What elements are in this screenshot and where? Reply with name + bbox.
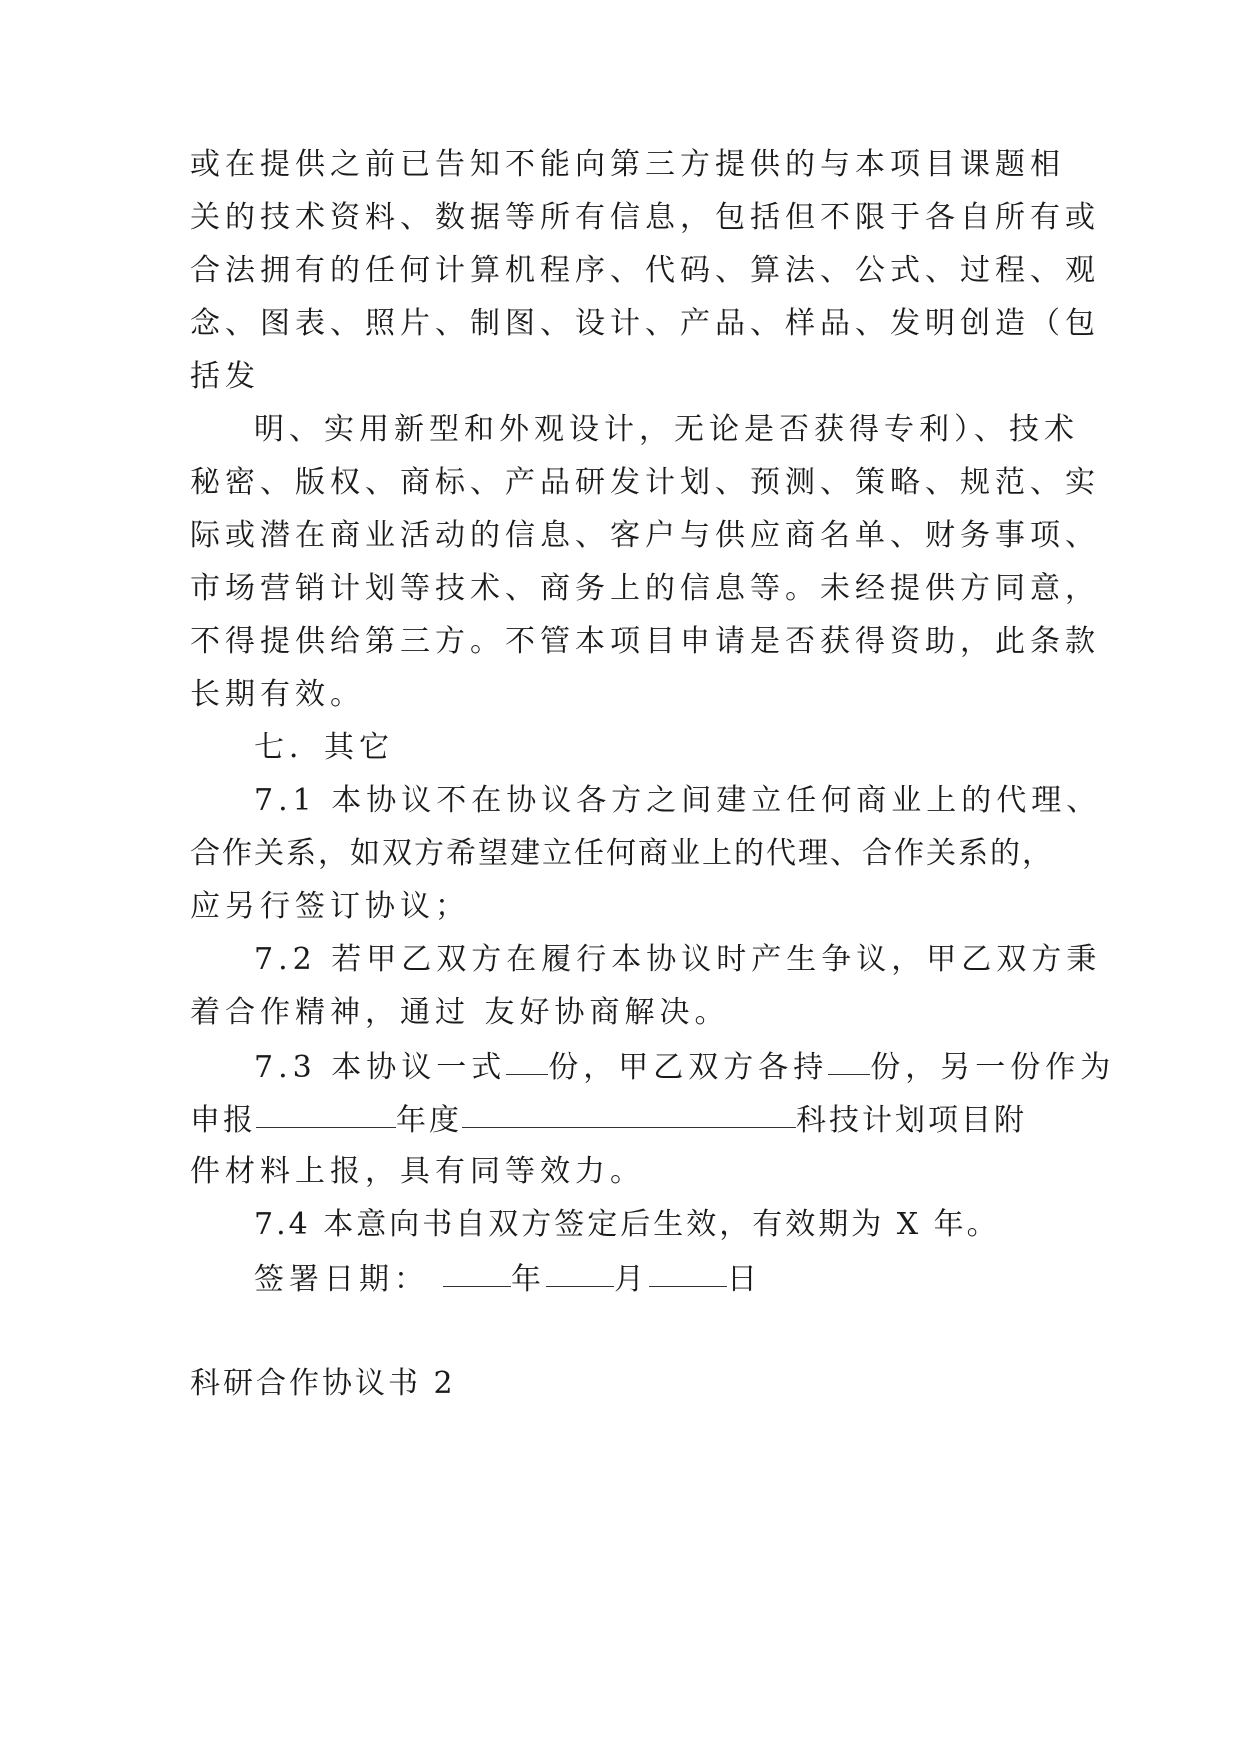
text-line: 际或潜在商业活动的信息、客户与供应商名单、财务事项、 [190,518,1100,553]
text-line: 或在提供之前已告知不能向第三方提供的与本项目课题相 [190,147,1065,182]
day-blank[interactable] [649,1256,727,1287]
clause-7-1-line: 合作关系，如双方希望建立任何商业上的代理、合作关系的， [190,836,1054,871]
text-line: 不得提供给第三方。不管本项目申请是否获得资助，此条款 [190,624,1100,659]
clause-7-2-line: 着合作精神，通过 友好协商解决。 [190,995,730,1030]
text-line: 念、图表、照片、制图、设计、产品、样品、发明创造（包 [190,306,1100,341]
clause-7-3-line [190,1099,1027,1139]
text-line: 长期有效。 [190,677,365,712]
section-heading: 七．其它 [254,730,394,765]
plan-name-blank[interactable] [462,1097,796,1128]
text-line: 秘密、版权、商标、产品研发计划、预测、策略、规范、实 [190,465,1100,500]
copies-total-blank[interactable] [506,1044,548,1075]
month-label: 月 [614,1262,649,1297]
text-line: 括发 [190,359,260,394]
applicant-blank[interactable] [256,1097,396,1128]
copies-each-blank[interactable] [828,1044,870,1075]
signing-date-line [254,1258,762,1298]
text-line: 明、实用新型和外观设计，无论是否获得专利）、技术 [254,412,1079,447]
text-line: 关的技术资料、数据等所有信息，包括但不限于各自所有或 [190,200,1100,235]
clause-7-2-line: 7.2 若甲乙双方在履行本协议时产生争议，甲乙双方秉 [254,942,1102,977]
day-label: 日 [727,1262,762,1297]
clause-7-3-text: 份，甲乙双方各持 [548,1050,829,1085]
clause-7-3-text: 年度 [396,1103,462,1138]
year-blank[interactable] [443,1256,511,1287]
signing-date-label: 签署日期： [254,1262,429,1297]
text-line: 市场营销计划等技术、商务上的信息等。未经提供方同意， [190,571,1100,606]
clause-7-3-text: 科技计划项目附 [796,1103,1027,1138]
clause-7-3-line [254,1046,1115,1086]
clause-7-1-line: 应另行签订协议； [190,889,470,924]
clause-7-1-line: 7.1 本协议不在协议各方之间建立任何商业上的代理、 [254,783,1102,818]
clause-7-3-text: 7.3 本协议一式 [254,1050,507,1085]
clause-7-3-text: 份，另一份作为 [870,1050,1116,1085]
year-label: 年 [511,1262,546,1297]
clause-7-4-line: 7.4 本意向书自双方签定后生效，有效期为 X 年。 [254,1207,1000,1242]
text-line: 合法拥有的任何计算机程序、代码、算法、公式、过程、观 [190,253,1100,288]
month-blank[interactable] [546,1256,614,1287]
clause-7-3-text: 申报 [190,1103,256,1138]
clause-7-3-line: 件材料上报，具有同等效力。 [190,1154,645,1189]
next-document-title: 科研合作协议书 2 [190,1366,456,1401]
